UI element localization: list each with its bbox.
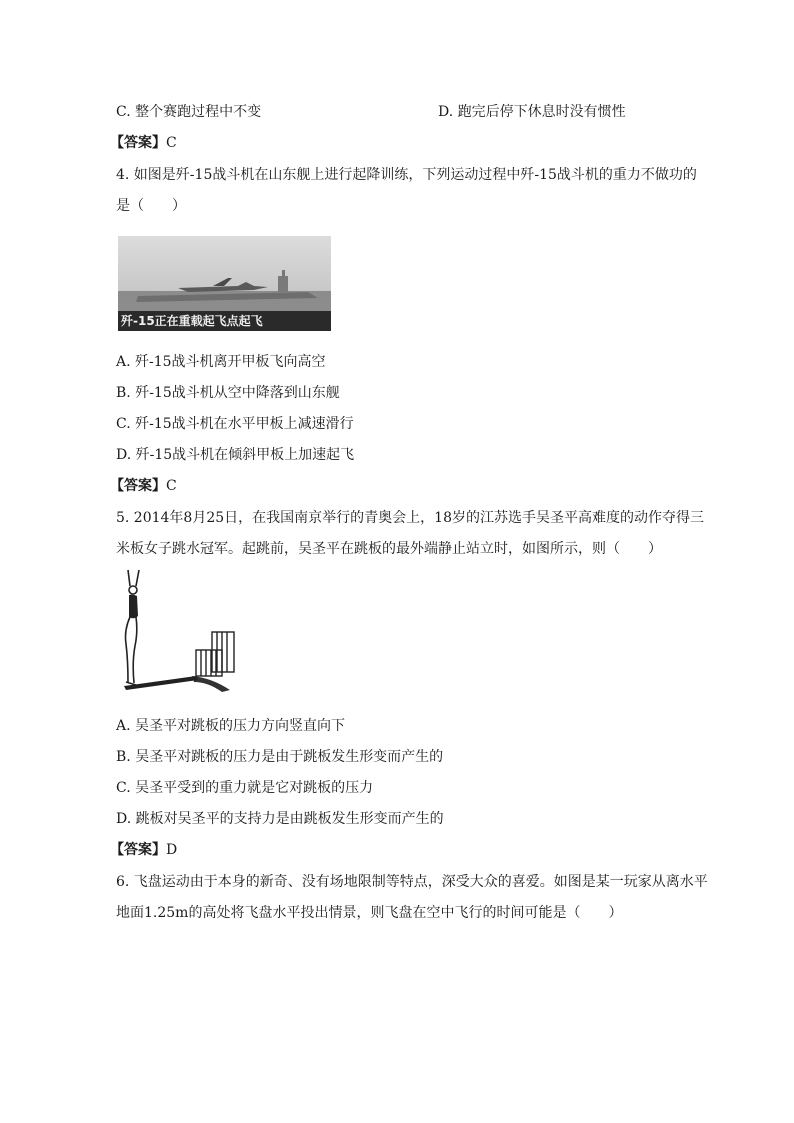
q6-stem-line2: 地面1.25m的高处将飞盘水平投出情景，则飞盘在空中飞行的时间可能是（ ） bbox=[116, 905, 623, 921]
q3-option-c: C. 整个赛跑过程中不变 bbox=[116, 104, 262, 120]
carrier-jet-illustration bbox=[118, 236, 331, 311]
q4-option-d: D. 歼-15战斗机在倾斜甲板上加速起飞 bbox=[116, 447, 355, 463]
q5-answer bbox=[110, 840, 177, 860]
q4-stem-line1: 4. 如图是歼-15战斗机在山东舰上进行起降训练，下列运动过程中歼-15战斗机的重力不做功的 bbox=[116, 167, 697, 183]
q4-option-b: B. 歼-15战斗机从空中降落到山东舰 bbox=[116, 385, 340, 401]
q4-option-a: A. 歼-15战斗机离开甲板飞向高空 bbox=[116, 354, 326, 370]
q5-option-d: D. 跳板对吴圣平的支持力是由跳板发生形变而产生的 bbox=[116, 811, 444, 827]
q5-option-c: C. 吴圣平受到的重力就是它对跳板的压力 bbox=[116, 780, 374, 796]
answer-label: 【答案】 bbox=[110, 842, 166, 858]
photo-caption: 歼-15正在重载起飞点起飞 bbox=[118, 311, 331, 331]
answer-value: C bbox=[166, 135, 177, 151]
q4-jet-photo bbox=[118, 236, 331, 331]
answer-value: D bbox=[166, 842, 178, 858]
q5-option-b: B. 吴圣平对跳板的压力是由于跳板发生形变而产生的 bbox=[116, 749, 444, 765]
q4-option-c: C. 歼-15战斗机在水平甲板上减速滑行 bbox=[116, 416, 354, 432]
q5-stem-line2: 米板女子跳水冠军。起跳前，吴圣平在跳板的最外端静止站立时，如图所示，则（ ） bbox=[116, 541, 662, 557]
q6-stem-line1: 6. 飞盘运动由于本身的新奇、没有场地限制等特点，深受大众的喜爱。如图是某一玩家从离水平 bbox=[116, 874, 708, 890]
q5-option-a: A. 吴圣平对跳板的压力方向竖直向下 bbox=[116, 718, 346, 734]
answer-value: C bbox=[166, 478, 177, 494]
q3-answer bbox=[110, 133, 177, 153]
q5-stem-line1: 5. 2014年8月25日，在我国南京举行的青奥会上，18岁的江苏选手吴圣平高难度的动作夺得三 bbox=[116, 510, 704, 526]
answer-label: 【答案】 bbox=[110, 135, 166, 151]
q3-option-d: D. 跑完后停下休息时没有惯性 bbox=[438, 104, 626, 120]
q4-answer bbox=[110, 476, 177, 496]
answer-label: 【答案】 bbox=[110, 478, 166, 494]
q4-stem-line2: 是（ ） bbox=[116, 198, 186, 214]
q5-diver-figure bbox=[112, 566, 240, 694]
